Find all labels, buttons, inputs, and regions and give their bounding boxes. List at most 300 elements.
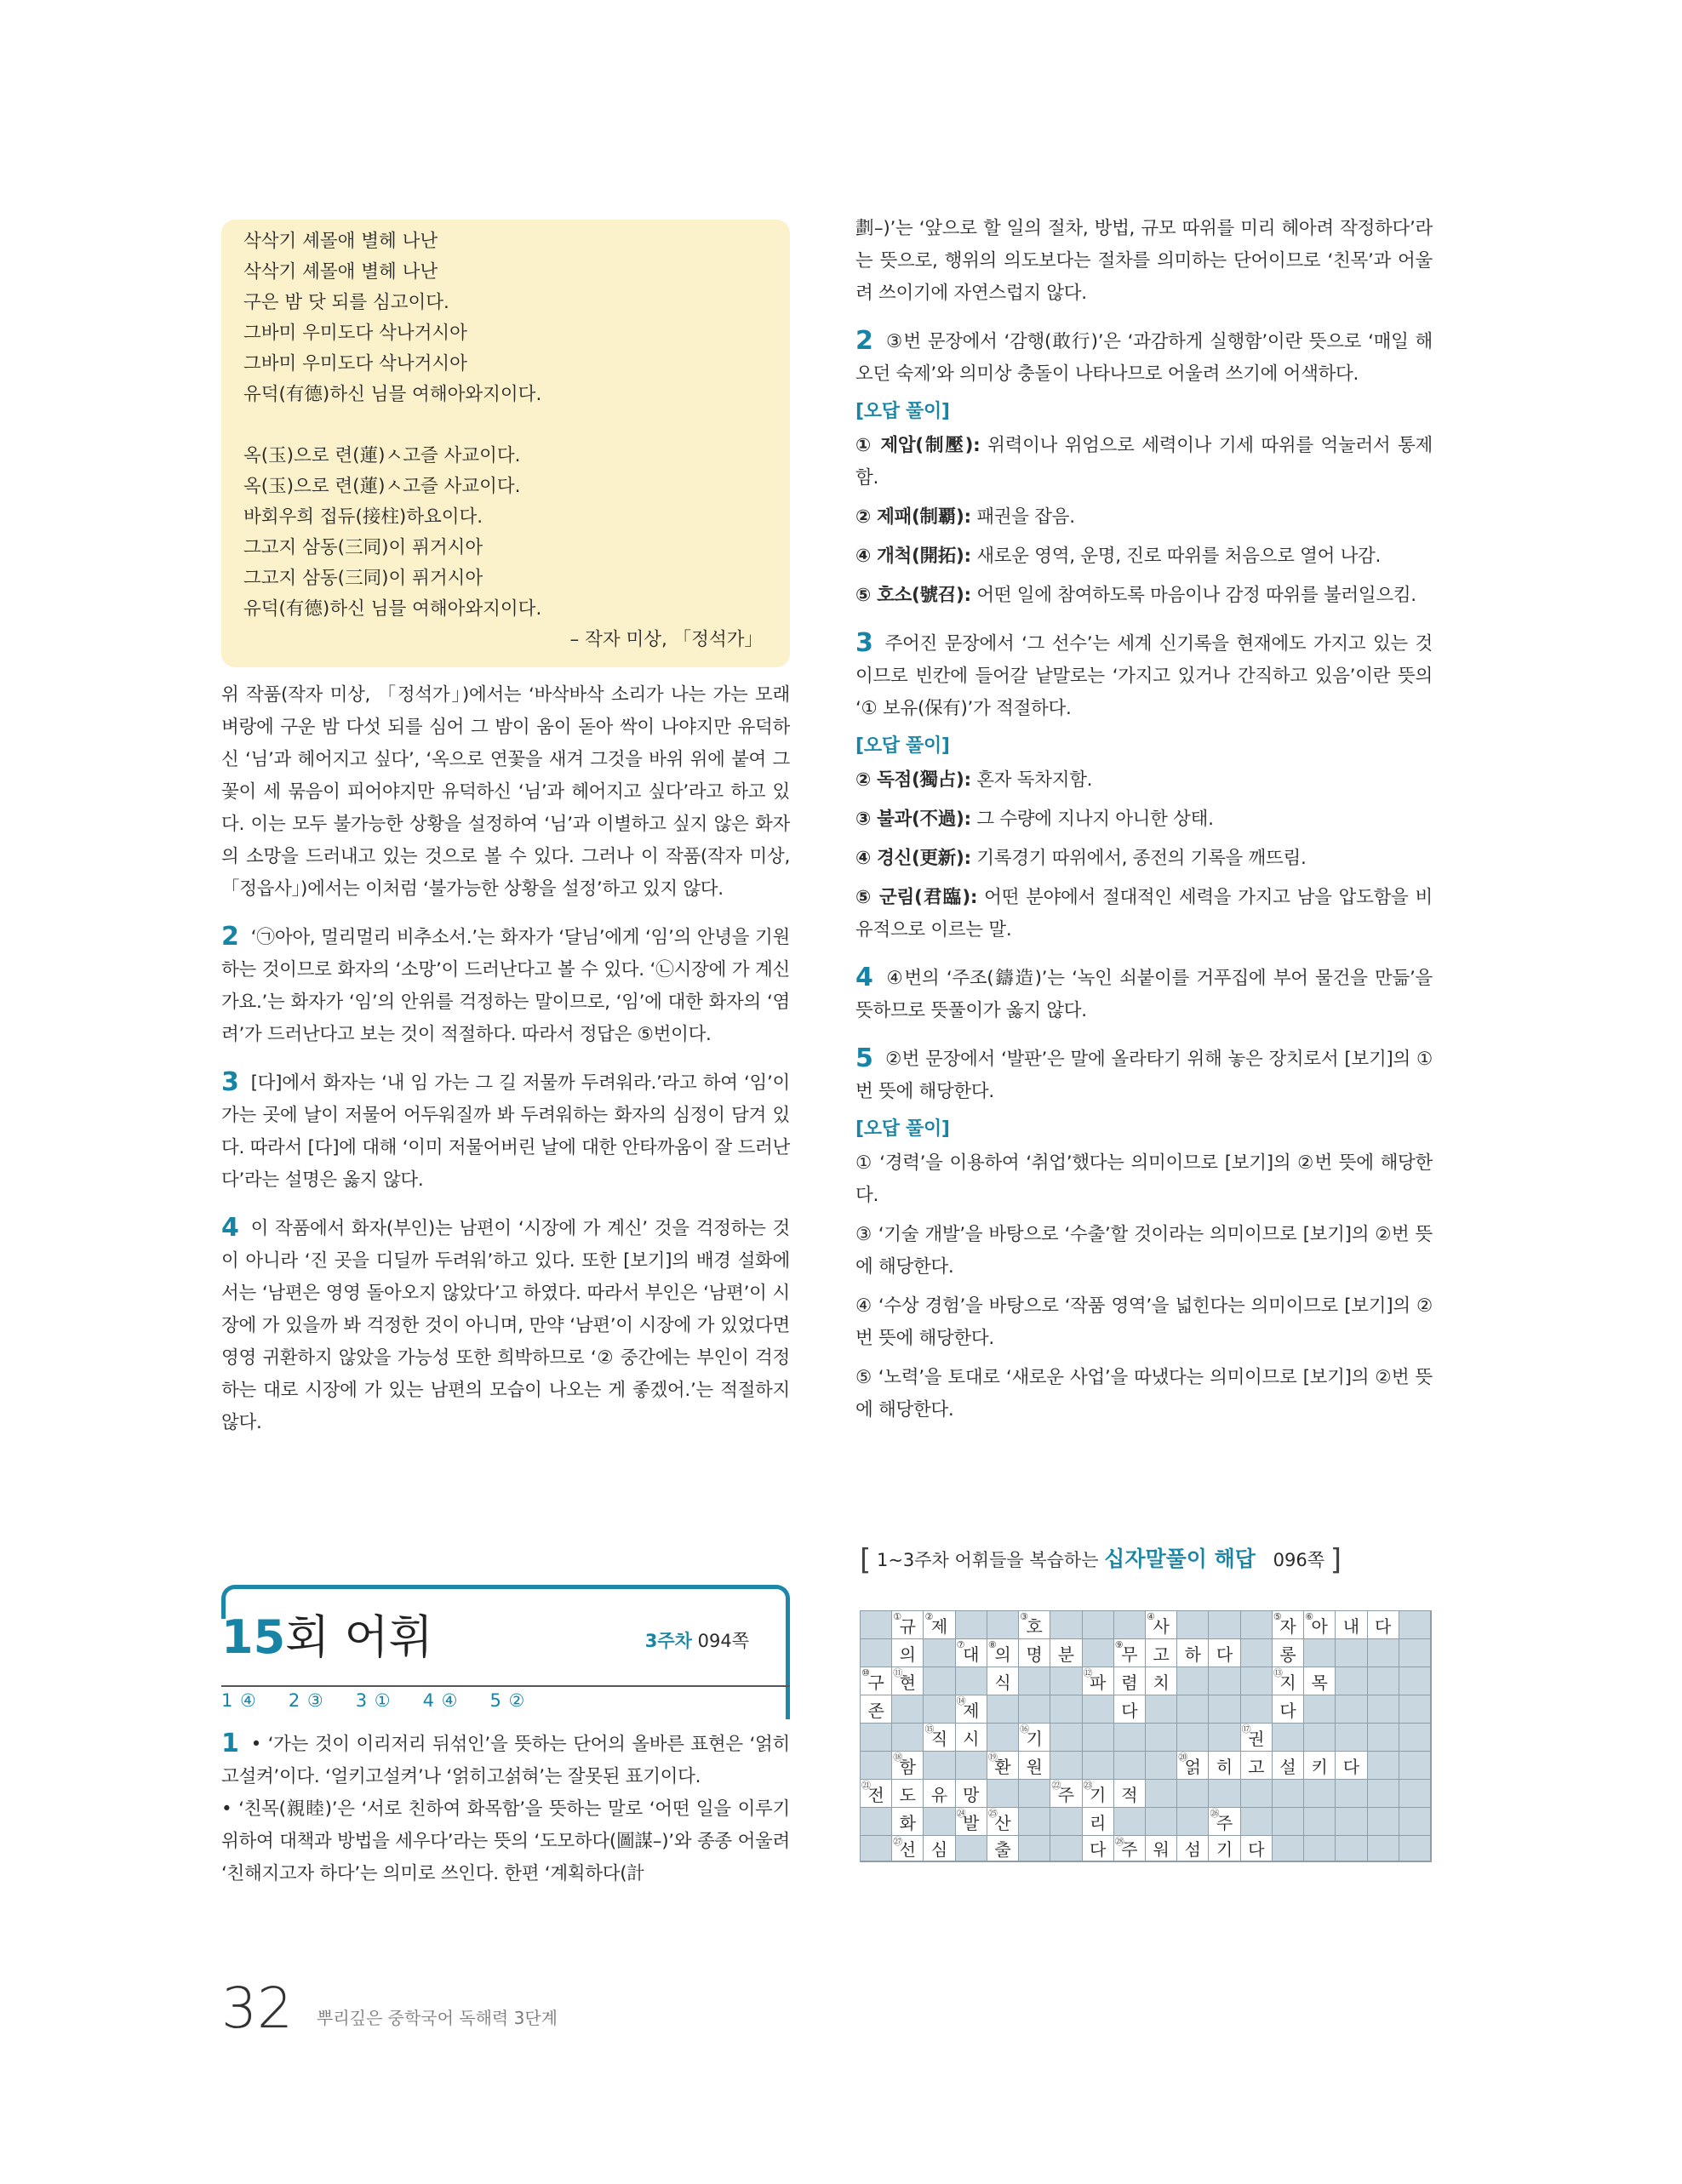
crossword-cell [1399, 1807, 1431, 1836]
crossword-letter: 다 [1089, 1839, 1107, 1860]
crossword-cell [1082, 1807, 1114, 1836]
crossword-cell [1303, 1751, 1336, 1780]
answer-4 [221, 1212, 790, 1439]
crossword-letter: 치 [1153, 1672, 1170, 1693]
crossword-cell [1335, 1723, 1367, 1752]
vocab-answer-4 [855, 962, 1433, 1027]
crossword-cell [1272, 1779, 1304, 1808]
crossword-cell [1113, 1835, 1146, 1861]
vocab-answer-5-text: ②번 문장에서 ‘발판’은 말에 올라타기 위해 놓은 장치로서 [보기]의 ①번 뜻에 해당한다. [855, 1049, 1433, 1102]
crossword-cell [1335, 1638, 1367, 1667]
vocab-week-page: 094쪽 [697, 1631, 749, 1651]
poem-line: 그바미 우미도다 삭나거시아 [243, 323, 467, 344]
vocab-answer-1-number: 1 [221, 1729, 239, 1758]
vocab-answer-1 [221, 1728, 790, 1793]
crossword-cell [891, 1779, 924, 1808]
vocab-answer-1-cont: 劃–)’는 ‘앞으로 할 일의 절차, 방법, 규모 따위를 미리 헤아려 작정하다’라는 뜻으로, 행위의 의도보다는 절차를 의미하는 단어이므로 ‘친목’과 어울려 쓰이기에 자연스럽지 않다. [855, 218, 1433, 304]
crossword-cell [1367, 1667, 1399, 1695]
crossword-letter: 다 [1342, 1756, 1360, 1777]
crossword-cell [1335, 1695, 1367, 1724]
crossword-cell [1303, 1638, 1336, 1667]
crossword-title-page: 096쪽 [1273, 1550, 1324, 1570]
crossword-letter: 의 [899, 1644, 916, 1665]
wrong-answer-list-2 [855, 430, 1433, 612]
crossword-cell [1208, 1807, 1240, 1836]
crossword-cell [1272, 1807, 1304, 1836]
term-definition: 그 수량에 지나지 아니한 상태. [970, 809, 1214, 830]
answer-key-item: 5 ② [489, 1690, 525, 1711]
crossword-cell [1335, 1667, 1367, 1695]
vocab-answer-key [221, 1690, 557, 1711]
crossword-cell [1145, 1667, 1177, 1695]
poem-line: 유덕(有德)하신 님믈 여해아와지이다. [243, 598, 542, 620]
vocab-section-header [221, 1585, 790, 1719]
crossword-clue-number: ⑪ [893, 1667, 903, 1678]
crossword-cell [1145, 1807, 1177, 1836]
crossword-cell [891, 1723, 924, 1752]
crossword-cell [1272, 1835, 1304, 1861]
crossword-cell [1272, 1667, 1304, 1695]
crossword-letter: 구 [867, 1672, 884, 1693]
crossword-letter: 분 [1057, 1644, 1075, 1665]
crossword-letter: 선 [899, 1839, 916, 1860]
crossword-letter: 시 [963, 1728, 980, 1749]
poem-line [243, 410, 768, 441]
vocab-answer-1-text: • ‘가는 것이 이리저리 뒤섞인’을 뜻하는 단어의 올바른 표현은 ‘얽히고설켜’이다. ‘얼키고설켜’나 ‘얽히고섥혀’는 잘못된 표기이다. [221, 1734, 790, 1787]
crossword-clue-number: ⑲ [987, 1752, 998, 1763]
crossword-cell [955, 1779, 987, 1808]
poem-line: 그바미 우미도다 삭나거시아 [243, 353, 467, 374]
answer-key-item: 2 ③ [288, 1690, 323, 1711]
vocab-answer-3 [855, 627, 1433, 725]
crossword-letter: 주 [1216, 1812, 1233, 1833]
crossword-cell [1176, 1723, 1209, 1752]
crossword-cell [1145, 1610, 1177, 1639]
answer-key-item: 4 ④ [422, 1690, 458, 1711]
crossword-cell [1335, 1779, 1367, 1808]
crossword-letter: 다 [1374, 1615, 1392, 1637]
crossword-cell [1399, 1695, 1431, 1724]
crossword-bracket-right: ] [1330, 1543, 1342, 1577]
crossword-cell [1303, 1667, 1336, 1695]
wrong-answer-item [855, 882, 1433, 946]
crossword-letter: 대 [963, 1644, 980, 1665]
term-definition: 위력이나 위엄으로 세력이나 기세 따위를 억눌러서 통제함. [855, 435, 1433, 489]
crossword-letter: 주 [1121, 1839, 1138, 1860]
crossword-cell [891, 1835, 924, 1861]
crossword-cell [1176, 1667, 1209, 1695]
crossword-letter: 워 [1153, 1839, 1170, 1860]
vocab-divider [221, 1685, 790, 1687]
crossword-letter: 원 [1026, 1756, 1043, 1777]
crossword-clue-number: ⑤ [1273, 1611, 1282, 1622]
crossword-cell [1208, 1835, 1240, 1861]
crossword-letter: 렴 [1121, 1672, 1138, 1693]
wrong-answer-item [855, 430, 1433, 495]
crossword-cell [1145, 1751, 1177, 1780]
crossword-cell [1050, 1610, 1082, 1639]
crossword-cell [1113, 1695, 1146, 1724]
crossword-cell [1335, 1807, 1367, 1836]
poem-line: 삭삭기 셰몰애 별헤 나난 [243, 231, 438, 252]
crossword-letter: 고 [1153, 1644, 1170, 1665]
crossword-cell [1367, 1638, 1399, 1667]
crossword-cell [1050, 1667, 1082, 1695]
vocab-answer-5-number: 5 [855, 1043, 873, 1073]
crossword-cell [987, 1751, 1019, 1780]
crossword-letter: 적 [1121, 1784, 1138, 1805]
crossword-cell [1240, 1667, 1273, 1695]
crossword-cell [1303, 1695, 1336, 1724]
crossword-cell [1208, 1779, 1240, 1808]
answer-4-text: 이 작품에서 화자(부인)는 남편이 ‘시장에 가 계신’ 것을 걱정하는 것이 아니라 ‘진 곳을 디딜까 두려워’하고 있다. 또한 [보기]의 배경 설화에서는 ‘남편은 영영 돌아오지 않았다’고 하였다. 따라서 부인은 ‘남편’이 시장에 가 있을까 봐 걱정한 것이 아니며, 만약 ‘남편’이 시장에 가 있었다면 영영 귀환하지 않았을 가능성 또한 희박하므로 ‘② 중간에는 부인이 걱정하는 대로 시장에 가 있는 남편의 모습이 나오는 게 좋겠어.’는 적절하지 않다. [221, 1218, 790, 1433]
crossword-letter: 지 [1279, 1672, 1296, 1693]
crossword-cell [1082, 1667, 1114, 1695]
crossword-cell [987, 1779, 1019, 1808]
crossword-cell [955, 1695, 987, 1724]
crossword-cell [1018, 1723, 1050, 1752]
crossword-letter: 얽 [1184, 1756, 1201, 1777]
crossword-cell [891, 1807, 924, 1836]
vocab-answer-4-number: 4 [855, 963, 873, 992]
wrong-answer-label: [오답 풀이] [855, 401, 950, 422]
crossword-cell [955, 1610, 987, 1639]
poem-line: 옥(玉)으로 련(蓮)ㅅ고즐 사교이다. [243, 476, 521, 497]
crossword-cell [1145, 1723, 1177, 1752]
crossword-cell [923, 1835, 955, 1861]
crossword-clue-number: ⑯ [1020, 1724, 1030, 1735]
wrong-answer-item: ⑤ ‘노력’을 토대로 ‘새로운 사업’을 따냈다는 의미이므로 [보기]의 ②번 뜻에 해당한다. [855, 1367, 1433, 1421]
crossword-cell [1082, 1610, 1114, 1639]
crossword-letter: 무 [1121, 1644, 1138, 1665]
crossword-cell [955, 1638, 987, 1667]
answer-2-text: ‘㉠아아, 멀리멀리 비추소서.’는 화자가 ‘달님’에게 ‘임’의 안녕을 기원하는 것이므로 화자의 ‘소망’이 드러난다고 볼 수 있다. ‘㉡시장에 가 계신가요.’는 화자가 ‘임’의 안위를 걱정하는 말이므로, ‘임’에 대한 화자의 ‘염려’가 드러난다고 보는 것이 적절하다. 따라서 정답은 ⑤번이다. [221, 927, 790, 1045]
crossword-cell [1303, 1835, 1336, 1861]
vocab-answer-2-number: 2 [855, 326, 873, 356]
crossword-cell [891, 1751, 924, 1780]
crossword-clue-number: ⑩ [861, 1667, 870, 1678]
crossword-cell [1176, 1807, 1209, 1836]
answer-3-text: [다]에서 화자는 ‘내 임 가는 그 길 저물까 두려워라.’라고 하여 ‘임’이 가는 곳에 날이 저물어 어두워질까 봐 두려워하는 화자의 심정이 담겨 있다. 따라서 [다]에 대해 ‘이미 저물어버린 날에 대한 안타까움이 잘 드러난다’라는 설명은 옳지 않다. [221, 1072, 790, 1191]
crossword-letter: 제 [963, 1700, 980, 1721]
wrong-answer-item [855, 803, 1433, 836]
crossword-cell [1082, 1638, 1114, 1667]
crossword-cell [1303, 1610, 1336, 1639]
crossword-cell [1272, 1723, 1304, 1752]
crossword-letter: 직 [930, 1728, 948, 1749]
crossword-letter: 전 [867, 1784, 884, 1805]
crossword-clue-number: ㉒ [1051, 1780, 1061, 1791]
page-footer [221, 1975, 558, 2041]
crossword-cell [1208, 1751, 1240, 1780]
vocab-answer-4-text: ④번의 ‘주조(鑄造)’는 ‘녹인 쇠붙이를 거푸집에 부어 물건을 만듦’을 뜻하므로 뜻풀이가 옳지 않다. [855, 968, 1433, 1021]
crossword-clue-number: ⑮ [924, 1724, 935, 1735]
crossword-cell [1050, 1835, 1082, 1861]
crossword-cell [923, 1779, 955, 1808]
crossword-clue-number: ㉘ [1114, 1836, 1124, 1847]
answer-3 [221, 1066, 790, 1197]
crossword-clue-number: ⑦ [956, 1639, 965, 1650]
crossword-cell [1208, 1610, 1240, 1639]
crossword-letter: 설 [1279, 1756, 1296, 1777]
crossword-letter: 주 [1057, 1784, 1075, 1805]
wrong-answer-item [855, 540, 1433, 573]
crossword-cell [1240, 1695, 1273, 1724]
crossword-cell [1176, 1779, 1209, 1808]
vocab-title [221, 1612, 433, 1663]
crossword-cell [1208, 1667, 1240, 1695]
crossword-cell [1303, 1807, 1336, 1836]
crossword-cell [923, 1638, 955, 1667]
term-head: ③ 불과(不過): [855, 809, 971, 830]
crossword-cell [1272, 1751, 1304, 1780]
crossword-cell [923, 1723, 955, 1752]
crossword-cell [1367, 1807, 1399, 1836]
crossword-clue-number: ㉑ [861, 1780, 871, 1791]
term-definition: 어떤 분야에서 절대적인 세력을 가지고 남을 압도함을 비유적으로 이르는 말. [855, 887, 1433, 940]
crossword-cell [1335, 1835, 1367, 1861]
crossword-cell [1113, 1667, 1146, 1695]
crossword-cell [1367, 1779, 1399, 1808]
crossword-letter: 의 [994, 1644, 1011, 1665]
crossword-cell [1303, 1779, 1336, 1808]
crossword-letter: 다 [1248, 1839, 1265, 1860]
intro-paragraph: 위 작품(작자 미상, 「정석가」)에서는 ‘바삭바삭 소리가 나는 가는 모래 벼랑에 구운 밤 다섯 되를 심어 그 밤이 움이 돋아 싹이 나야지만 유덕하신 ‘님’과 헤어지고 싶다’, ‘옥으로 연꽃을 새겨 그것을 바위 위에 붙여 그 꽃이 세 묶음이 피어야지만 유덕하신 ‘님’과 헤어지고 싶다’라고 하고 있다. 이는 모두 불가능한 상황을 설정하여 ‘님’과 이별하고 싶지 않은 화자의 소망을 드러내고 있는 것으로 볼 수 있다. 그러나 이 작품(작자 미상, 「정읍사」)에서는 이처럼 ‘불가능한 상황을 설정’하고 있지 않다. [221, 684, 790, 900]
crossword-cell [1050, 1779, 1082, 1808]
wrong-answer-label: [오답 풀이] [855, 1118, 950, 1140]
vocab-title-text: 회 어휘 [285, 1610, 433, 1664]
crossword-grid [860, 1610, 1432, 1862]
crossword-cell [1050, 1807, 1082, 1836]
poem-lines [243, 226, 768, 625]
crossword-cell [1367, 1610, 1399, 1639]
crossword-cell [987, 1695, 1019, 1724]
crossword-cell [860, 1807, 892, 1836]
wrong-answer-item [855, 764, 1433, 797]
wrong-answer-item [855, 501, 1433, 534]
crossword-cell [1208, 1723, 1240, 1752]
crossword-letter: 섬 [1184, 1839, 1201, 1860]
crossword-clue-number: ⑨ [1114, 1639, 1124, 1650]
wrong-answer-list-3 [855, 764, 1433, 946]
crossword-cell [1240, 1835, 1273, 1861]
crossword-cell [1272, 1610, 1304, 1639]
right-column [855, 213, 1433, 1433]
crossword-cell [923, 1695, 955, 1724]
crossword-letter: 규 [899, 1615, 916, 1637]
crossword-letter: 고 [1248, 1756, 1265, 1777]
crossword-cell [1176, 1751, 1209, 1780]
crossword-letter: 유 [930, 1784, 948, 1805]
crossword-cell [1399, 1779, 1431, 1808]
vocab-answer-5 [855, 1043, 1433, 1108]
crossword-letter: 아 [1311, 1615, 1328, 1637]
crossword-cell [1018, 1807, 1050, 1836]
crossword-cell [891, 1610, 924, 1639]
crossword-cell [1145, 1779, 1177, 1808]
crossword-cell [1399, 1723, 1431, 1752]
crossword-cell [860, 1667, 892, 1695]
poem-line: 삭삭기 셰몰애 별헤 나난 [243, 261, 438, 283]
crossword-cell [860, 1835, 892, 1861]
crossword-cell [1050, 1638, 1082, 1667]
answer-3-number: 3 [221, 1067, 239, 1097]
crossword-cell [891, 1695, 924, 1724]
crossword-cell [987, 1638, 1019, 1667]
crossword-cell [1240, 1779, 1273, 1808]
term-definition: 어떤 일에 참여하도록 마음이나 감정 따위를 불러일으킴. [970, 585, 1416, 606]
crossword-cell [1050, 1723, 1082, 1752]
crossword-bracket-left: [ [860, 1543, 872, 1577]
crossword-clue-number: ⑫ [1083, 1667, 1093, 1678]
vocab-week [645, 1627, 749, 1653]
answer-2-number: 2 [221, 922, 239, 952]
answer-key-item: 3 ① [355, 1690, 391, 1711]
crossword-cell [1240, 1807, 1273, 1836]
crossword-cell [1367, 1723, 1399, 1752]
crossword-cell [1272, 1638, 1304, 1667]
crossword-clue-number: ⑭ [956, 1695, 966, 1707]
poem-line: 그고지 삼동(三同)이 퓌거시아 [243, 568, 483, 589]
crossword-cell [1240, 1638, 1273, 1667]
term-head: ④ 개척(開拓): [855, 546, 971, 567]
vocab-week-label: 3주차 [644, 1631, 692, 1651]
book-title: 뿌리깊은 중학국어 독해력 3단계 [317, 2008, 558, 2028]
left-column [221, 679, 790, 1455]
crossword-letter: 기 [1089, 1784, 1107, 1805]
vocab-title-number: 15 [221, 1610, 286, 1664]
crossword-cell [1367, 1835, 1399, 1861]
poem-line: 그고지 삼동(三同)이 퓌거시아 [243, 537, 483, 558]
crossword-cell [987, 1835, 1019, 1861]
crossword-cell [1113, 1723, 1146, 1752]
crossword-cell [1082, 1751, 1114, 1780]
crossword-letter: 키 [1311, 1756, 1328, 1777]
poem-line: 유덕(有德)하신 님믈 여해아와지이다. [243, 384, 542, 405]
crossword-clue-number: ① [893, 1611, 902, 1622]
crossword-cell [923, 1807, 955, 1836]
crossword-letter: 출 [994, 1839, 1011, 1860]
vocab-answer-3-text: 주어진 문장에서 ‘그 선수’는 세계 신기록을 현재에도 가지고 있는 것이므로 빈칸에 들어갈 낱말로는 ‘가지고 있거나 간직하고 있음’이란 뜻의 ‘① 보유(保有)’가 적절하다. [855, 633, 1433, 719]
crossword-cell [1303, 1723, 1336, 1752]
crossword-cell [1399, 1751, 1431, 1780]
wrong-answer-list-5 [855, 1147, 1433, 1426]
crossword-cell [860, 1638, 892, 1667]
term-definition: 기록경기 따위에서, 종전의 기록을 깨뜨림. [970, 848, 1307, 869]
crossword-letter: 파 [1089, 1672, 1107, 1693]
vocab-answer-2-text: ③번 문장에서 ‘감행(敢行)’은 ‘과감하게 실행함’이란 뜻으로 ‘매일 해 오던 숙제’와 의미상 충돌이 나타나므로 어울려 쓰기에 어색하다. [855, 331, 1433, 385]
crossword-letter: 다 [1121, 1700, 1138, 1721]
crossword-cell [1176, 1638, 1209, 1667]
crossword-letter: 화 [899, 1812, 916, 1833]
crossword-letter: 자 [1279, 1615, 1296, 1637]
poem-box [221, 220, 790, 667]
crossword-cell [1050, 1751, 1082, 1780]
crossword-cell [1176, 1835, 1209, 1861]
crossword-clue-number: ④ [1146, 1611, 1155, 1622]
answer-key-item: 1 ④ [221, 1690, 256, 1711]
crossword-cell [860, 1610, 892, 1639]
crossword-cell [1018, 1695, 1050, 1724]
crossword-title-highlight: 십자말풀이 해답 [1104, 1547, 1256, 1571]
crossword-letter: 롱 [1279, 1644, 1296, 1665]
crossword-cell [955, 1667, 987, 1695]
crossword-letter: 망 [963, 1784, 980, 1805]
crossword-cell [1399, 1667, 1431, 1695]
crossword-cell [860, 1723, 892, 1752]
crossword-cell [1208, 1695, 1240, 1724]
crossword-letter: 현 [899, 1672, 916, 1693]
crossword-letter: 식 [994, 1672, 1011, 1693]
crossword-cell [1240, 1610, 1273, 1639]
crossword-letter: 심 [930, 1839, 948, 1860]
crossword-cell [1082, 1695, 1114, 1724]
crossword-cell [1335, 1751, 1367, 1780]
poem-line: 구은 밤 닷 되를 심고이다. [243, 292, 449, 313]
poem-line: 바회우희 접듀(接柱)하요이다. [243, 506, 483, 528]
crossword-clue-number: ㉓ [1083, 1780, 1093, 1791]
crossword-letter: 히 [1216, 1756, 1233, 1777]
crossword-clue-number: ㉕ [987, 1808, 998, 1819]
vocab-answer-1b: • ‘친목(親睦)’은 ‘서로 친하여 화목함’을 뜻하는 말로 ‘어떤 일을 이루기 위하여 대책과 방법을 세우다’라는 뜻의 ‘도모하다(圖謀–)’와 종종 어울려 ‘친해지고자 하다’는 의미로 쓰인다. 한편 ‘계획하다(計 [221, 1798, 790, 1884]
crossword-clue-number: ㉖ [1210, 1808, 1220, 1819]
crossword-cell [1082, 1779, 1114, 1808]
crossword-cell [860, 1779, 892, 1808]
crossword-cell [987, 1723, 1019, 1752]
crossword-cell [955, 1751, 987, 1780]
crossword-clue-number: ⑥ [1305, 1611, 1313, 1622]
crossword-letter: 다 [1216, 1644, 1233, 1665]
wrong-answer-item [855, 580, 1433, 612]
crossword-letter: 하 [1184, 1644, 1201, 1665]
crossword-cell [1399, 1835, 1431, 1861]
crossword-cell [955, 1723, 987, 1752]
crossword-cell [1145, 1638, 1177, 1667]
crossword-cell [1145, 1835, 1177, 1861]
wrong-answer-item [855, 843, 1433, 875]
crossword-letter: 권 [1248, 1728, 1265, 1749]
poem-line: 옥(玉)으로 련(蓮)ㅅ고즐 사교이다. [243, 445, 521, 466]
crossword-cell [1113, 1807, 1146, 1836]
crossword-cell [1113, 1638, 1146, 1667]
page-number: 32 [221, 1975, 293, 2041]
crossword-letter: 내 [1342, 1615, 1360, 1637]
crossword-letter: 제 [930, 1615, 948, 1637]
term-head: ② 독점(獨占): [855, 769, 971, 791]
crossword-letter: 존 [867, 1700, 884, 1721]
crossword-title-pre: 1~3주차 어휘들을 복습하는 [876, 1550, 1099, 1570]
crossword-cell [1018, 1667, 1050, 1695]
term-head: ⑤ 호소(號召): [855, 585, 971, 606]
crossword-cell [1018, 1835, 1050, 1861]
crossword-cell [1113, 1751, 1146, 1780]
term-head: ④ 경신(更新): [855, 848, 971, 869]
crossword-clue-number: ㉗ [893, 1836, 903, 1847]
term-head: ① 제압(制壓): [855, 435, 981, 456]
crossword-letter: 리 [1089, 1812, 1107, 1833]
crossword-cell [1145, 1695, 1177, 1724]
term-head: ⑤ 군림(君臨): [855, 887, 978, 908]
crossword-cell [1113, 1610, 1146, 1639]
crossword-letter: 함 [899, 1756, 916, 1777]
crossword-cell [1018, 1638, 1050, 1667]
crossword-cell [1050, 1695, 1082, 1724]
crossword-cell [1018, 1751, 1050, 1780]
wrong-answer-label: [오답 풀이] [855, 735, 950, 757]
crossword-letter: 기 [1216, 1839, 1233, 1860]
crossword-cell [1367, 1751, 1399, 1780]
crossword-cell [891, 1667, 924, 1695]
